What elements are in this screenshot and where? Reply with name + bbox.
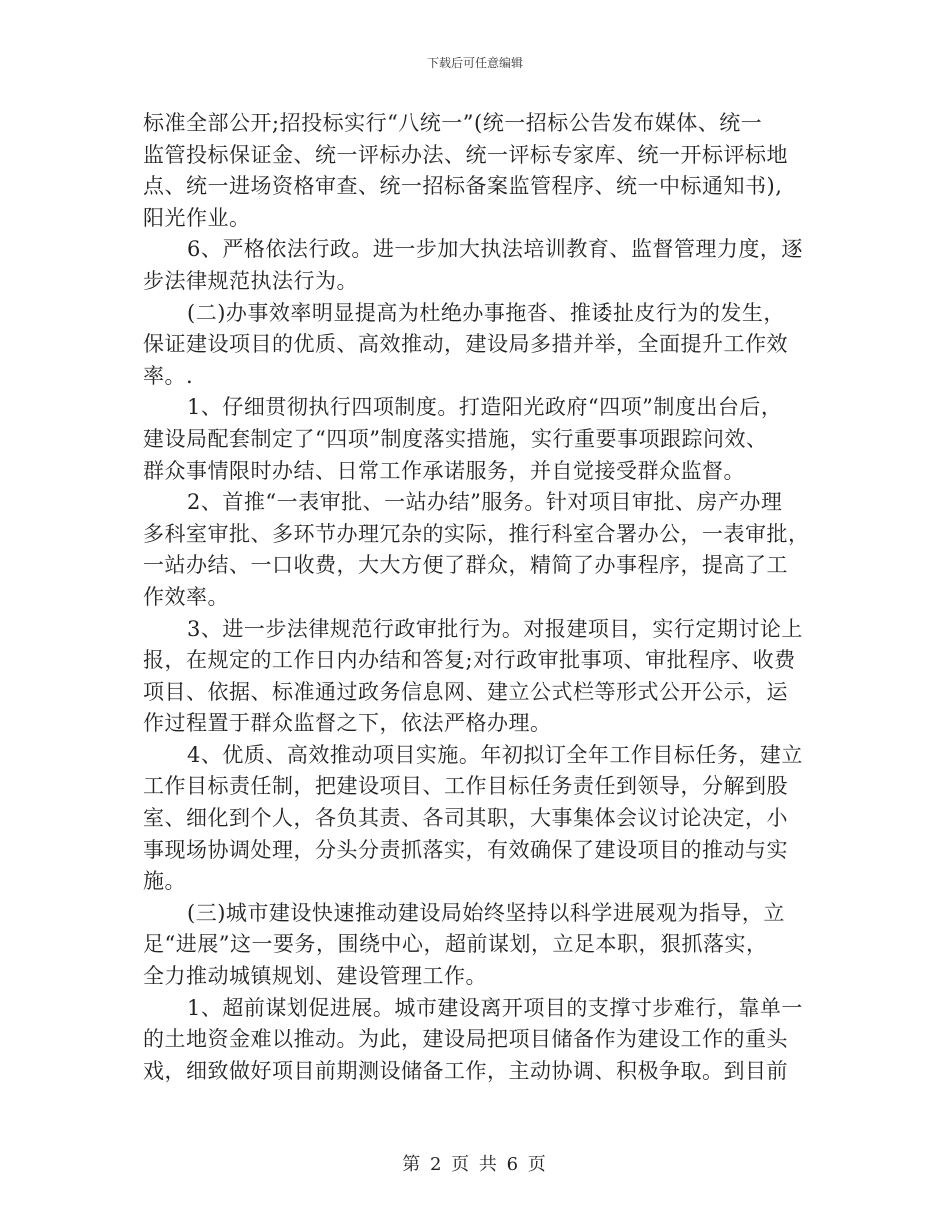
document-body [143,108,815,1087]
text-line: 监管投标保证金、统一评标办法、统一评标专家库、统一开标评标地 [143,142,788,167]
text-line: 室、细化到个人，各负其责、各司其职，大事集体会议讨论决定，小 [143,806,788,831]
text-line: 4、优质、高效推动项目实施。年初拟订全年工作目标任务，建立 [187,742,803,767]
text-line: 作过程置于群众监督之下，依法严格办理。 [143,711,552,736]
text-line: 2、首推“一表审批、一站办结”服务。针对项目审批、房产办理 [187,490,783,515]
text-line: 1、仔细贯彻执行四项制度。打造阳光政府“四项”制度出台后， [187,395,783,420]
text-line: 工作目标责任制，把建设项目、工作目标任务责任到领导，分解到股 [143,774,788,799]
page-footer: 第 2 页 共 6 页 [402,1154,548,1175]
text-line: 6、严格依法行政。进一步加大执法培训教育、监督管理力度，逐 [187,237,803,262]
text-line: 多科室审批、多环节办理冗杂的实际，推行科室合署办公，一表审批， [143,521,810,546]
text-line: 阳光作业。 [143,205,251,230]
text-line: 建设局配套制定了“四项”制度落实措施，实行重要事项跟踪问效、 [143,426,768,451]
text-line: 报，在规定的工作日内办结和答复;对行政审批事项、审批程序、收费 [143,648,796,673]
page-header: 下载后可任意编辑 [426,56,523,70]
text-line: 作效率。 [143,584,229,609]
text-line: 标准全部公开;招投标实行“八统一”(统一招标公告发布媒体、统一 [143,111,763,135]
text-line: 步法律规范执法行为。 [143,268,358,293]
text-line: 事现场协调处理，分头分责抓落实，有效确保了建设项目的推动与实 [143,837,788,862]
text-line: 足“进展”这一要务，围绕中心，超前谋划，立足本职，狠抓落实， [143,932,768,957]
text-line: 群众事情限时办结、日常工作承诺服务，并自觉接受群众监督。 [143,458,745,483]
text-line: 的土地资金难以推动。为此，建设局把项目储备作为建设工作的重头 [143,1027,788,1052]
text-line: 项目、依据、标准通过政务信息网、建立公式栏等形式公开公示，运 [143,679,788,704]
text-line: 点、统一进场资格审查、统一招标备案监管程序、统一中标通知书), [143,174,783,199]
text-line: 率。. [143,363,194,388]
text-line: 1、超前谋划促进展。城市建设离开项目的支撑寸步难行，靠单一 [187,995,803,1020]
text-line: (三)城市建设快速推动建设局始终坚持以科学进展观为指导，立 [187,900,785,925]
text-line: 施。 [143,869,186,894]
text-line: (二)办事效率明显提高为杜绝办事拖沓、推诿扯皮行为的发生， [187,300,785,325]
text-line: 保证建设项目的优质、高效推动，建设局多措并举，全面提升工作效 [143,332,788,357]
text-line: 3、进一步法律规范行政审批行为。对报建项目，实行定期讨论上 [187,616,803,641]
text-line: 戏，细致做好项目前期测设储备工作，主动协调、积极争取。到目前 [143,1058,788,1083]
text-line: 全力推动城镇规划、建设管理工作。 [143,964,487,989]
text-line: 一站办结、一口收费，大大方便了群众，精简了办事程序，提高了工 [143,553,788,578]
